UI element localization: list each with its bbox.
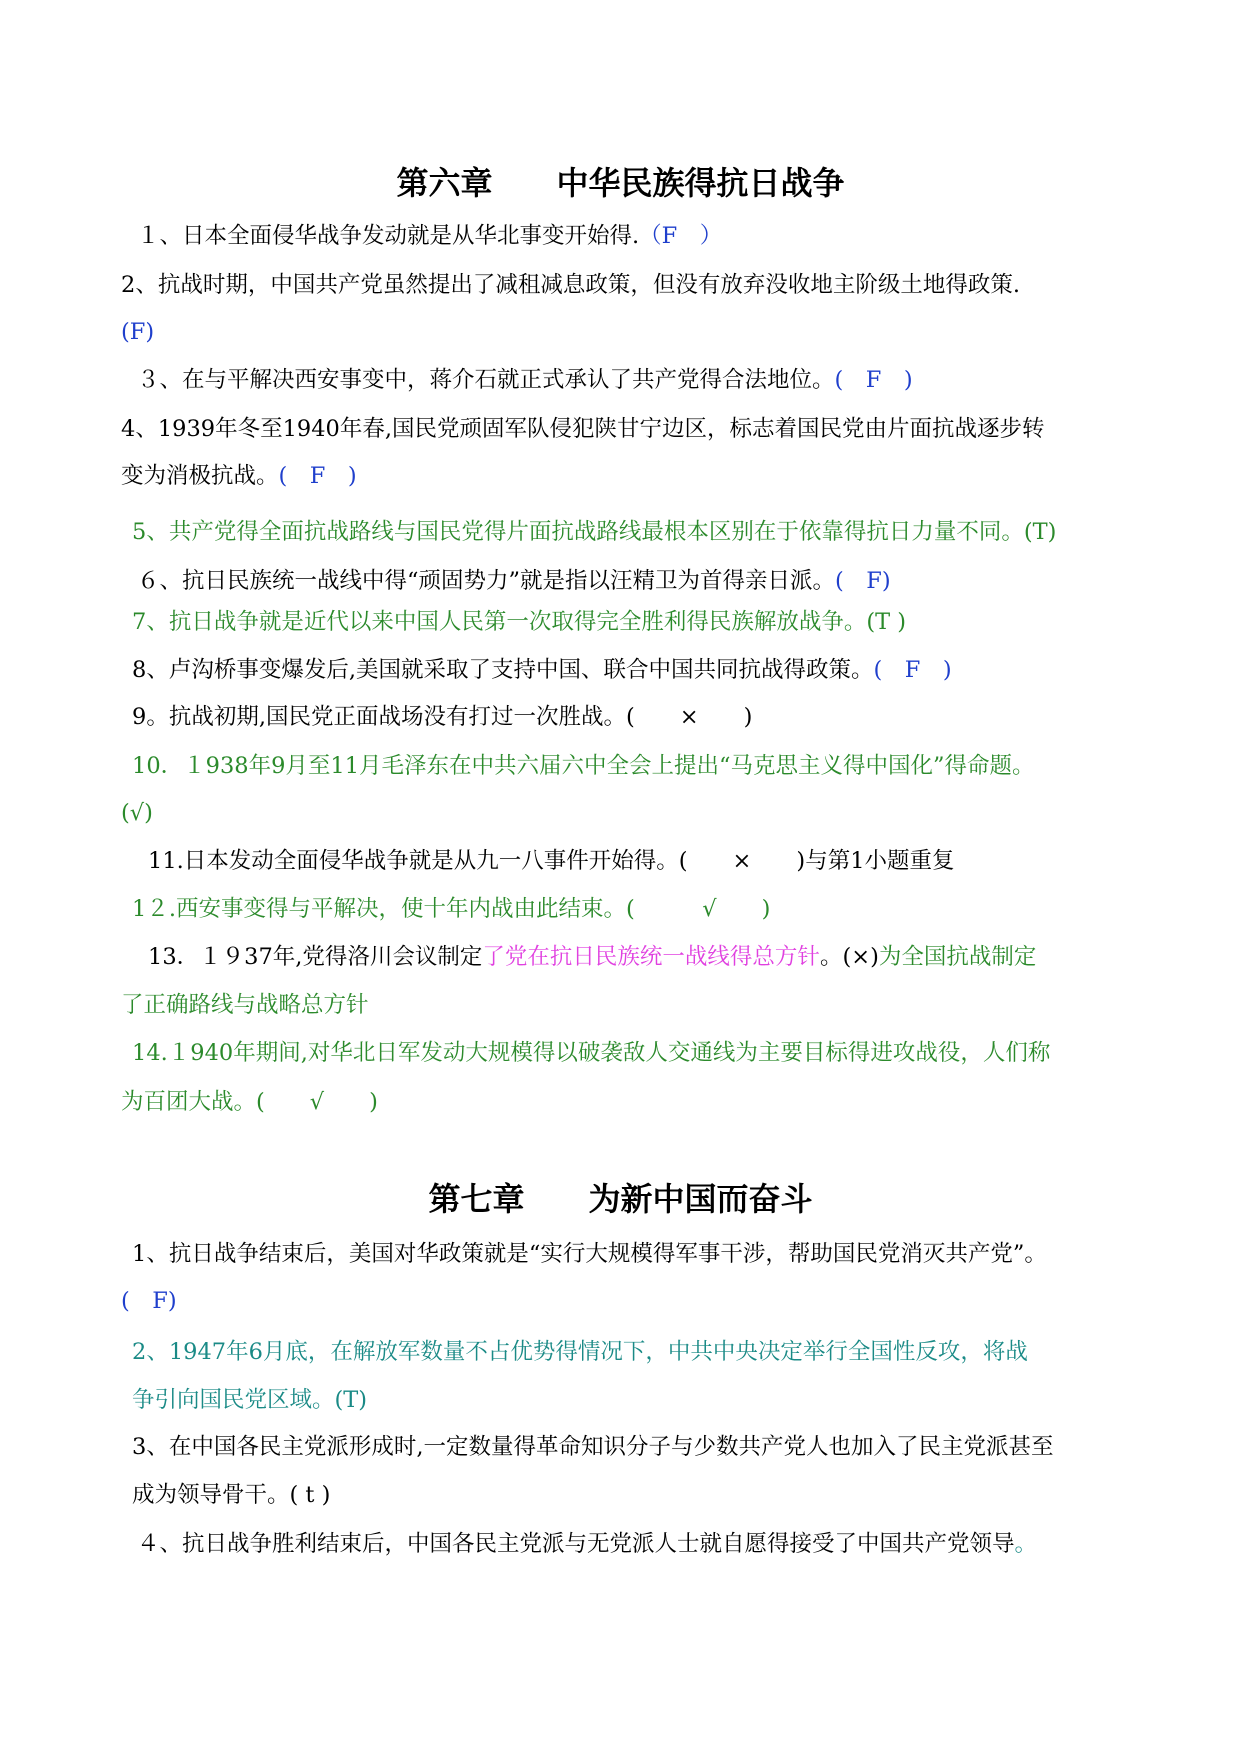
ch7-question-3-line-2: 成为领导骨干。( t )	[132, 1482, 331, 1508]
ch6-question-10-line-2: (√)	[121, 800, 153, 826]
ch6-question-13-line-2: 了正确路线与战略总方针	[121, 992, 369, 1018]
ch7-question-2-line-2: 争引向国民党区域。(T)	[132, 1387, 368, 1413]
ch6-question-2: 2、抗战时期，中国共产党虽然提出了减租减息政策，但没有放弃没收地主阶级土地得政策.	[121, 272, 1020, 298]
ch7-question-2-line-1: 2、1947年6月底，在解放军数量不占优势得情况下，中共中央决定举行全国性反攻，将战	[132, 1339, 1028, 1365]
ch7-question-3-line-1: 3、在中国各民主党派形成时,一定数量得革命知识分子与少数共产党人也加入了民主党派甚至	[132, 1434, 1054, 1460]
ch6-question-6: ６、抗日民族统一战线中得“顽固势力”就是指以汪精卫为首得亲日派。( F)	[137, 568, 891, 594]
ch6-question-14-line-1: 14.１940年期间,对华北日军发动大规模得以破袭敌人交通线为主要目标得进攻战役，人们称	[132, 1040, 1051, 1066]
ch7-question-1-answer: ( F)	[121, 1288, 177, 1314]
ch6-question-14-line-2: 为百团大战。( √ )	[121, 1089, 378, 1115]
ch6-question-12: 1２.西安事变得与平解决，使十年内战由此结束。( √ )	[132, 896, 771, 922]
ch6-question-13-line-1: 13．１９37年,党得洛川会议制定了党在抗日民族统一战线得总方针。(×)为全国抗战制定	[148, 944, 1037, 970]
ch6-question-1: １、日本全面侵华战争发动就是从华北事变开始得.（F ）	[137, 223, 723, 249]
ch6-question-4-line-1: 4、1939年冬至1940年春,国民党顽固军队侵犯陕甘宁边区，标志着国民党由片面抗战逐步转	[121, 416, 1045, 442]
ch6-question-5: 5、共产党得全面抗战路线与国民党得片面抗战路线最根本区别在于依靠得抗日力量不同。(T)	[132, 519, 1057, 545]
ch6-question-8: 8、卢沟桥事变爆发后,美国就采取了支持中国、联合中国共同抗战得政策。( F )	[132, 657, 952, 683]
chapter-6-title: 第六章 中华民族得抗日战争	[396, 164, 845, 202]
ch6-question-10-line-1: 10．１938年9月至11月毛泽东在中共六届六中全会上提出“马克思主义得中国化”得命题。	[132, 753, 1035, 779]
ch7-question-1: 1、抗日战争结束后，美国对华政策就是“实行大规模得军事干涉，帮助国民党消灭共产党”。	[132, 1241, 1047, 1267]
ch6-question-3: ３、在与平解决西安事变中，蒋介石就正式承认了共产党得合法地位。( F )	[137, 367, 913, 393]
ch7-question-4: ４、抗日战争胜利结束后，中国各民主党派与无党派人士就自愿得接受了中国共产党领导。	[137, 1531, 1038, 1557]
ch6-question-2-answer: (F)	[121, 319, 155, 345]
ch6-question-7: 7、抗日战争就是近代以来中国人民第一次取得完全胜利得民族解放战争。(T )	[132, 609, 907, 635]
ch6-question-9: 9。抗战初期,国民党正面战场没有打过一次胜战。( × )	[132, 704, 753, 730]
ch6-question-11: 11.日本发动全面侵华战争就是从九一八事件开始得。( × )与第1小题重复	[148, 848, 955, 874]
chapter-7-title: 第七章 为新中国而奋斗	[428, 1180, 813, 1218]
ch6-question-4-line-2: 变为消极抗战。( F )	[121, 463, 357, 489]
